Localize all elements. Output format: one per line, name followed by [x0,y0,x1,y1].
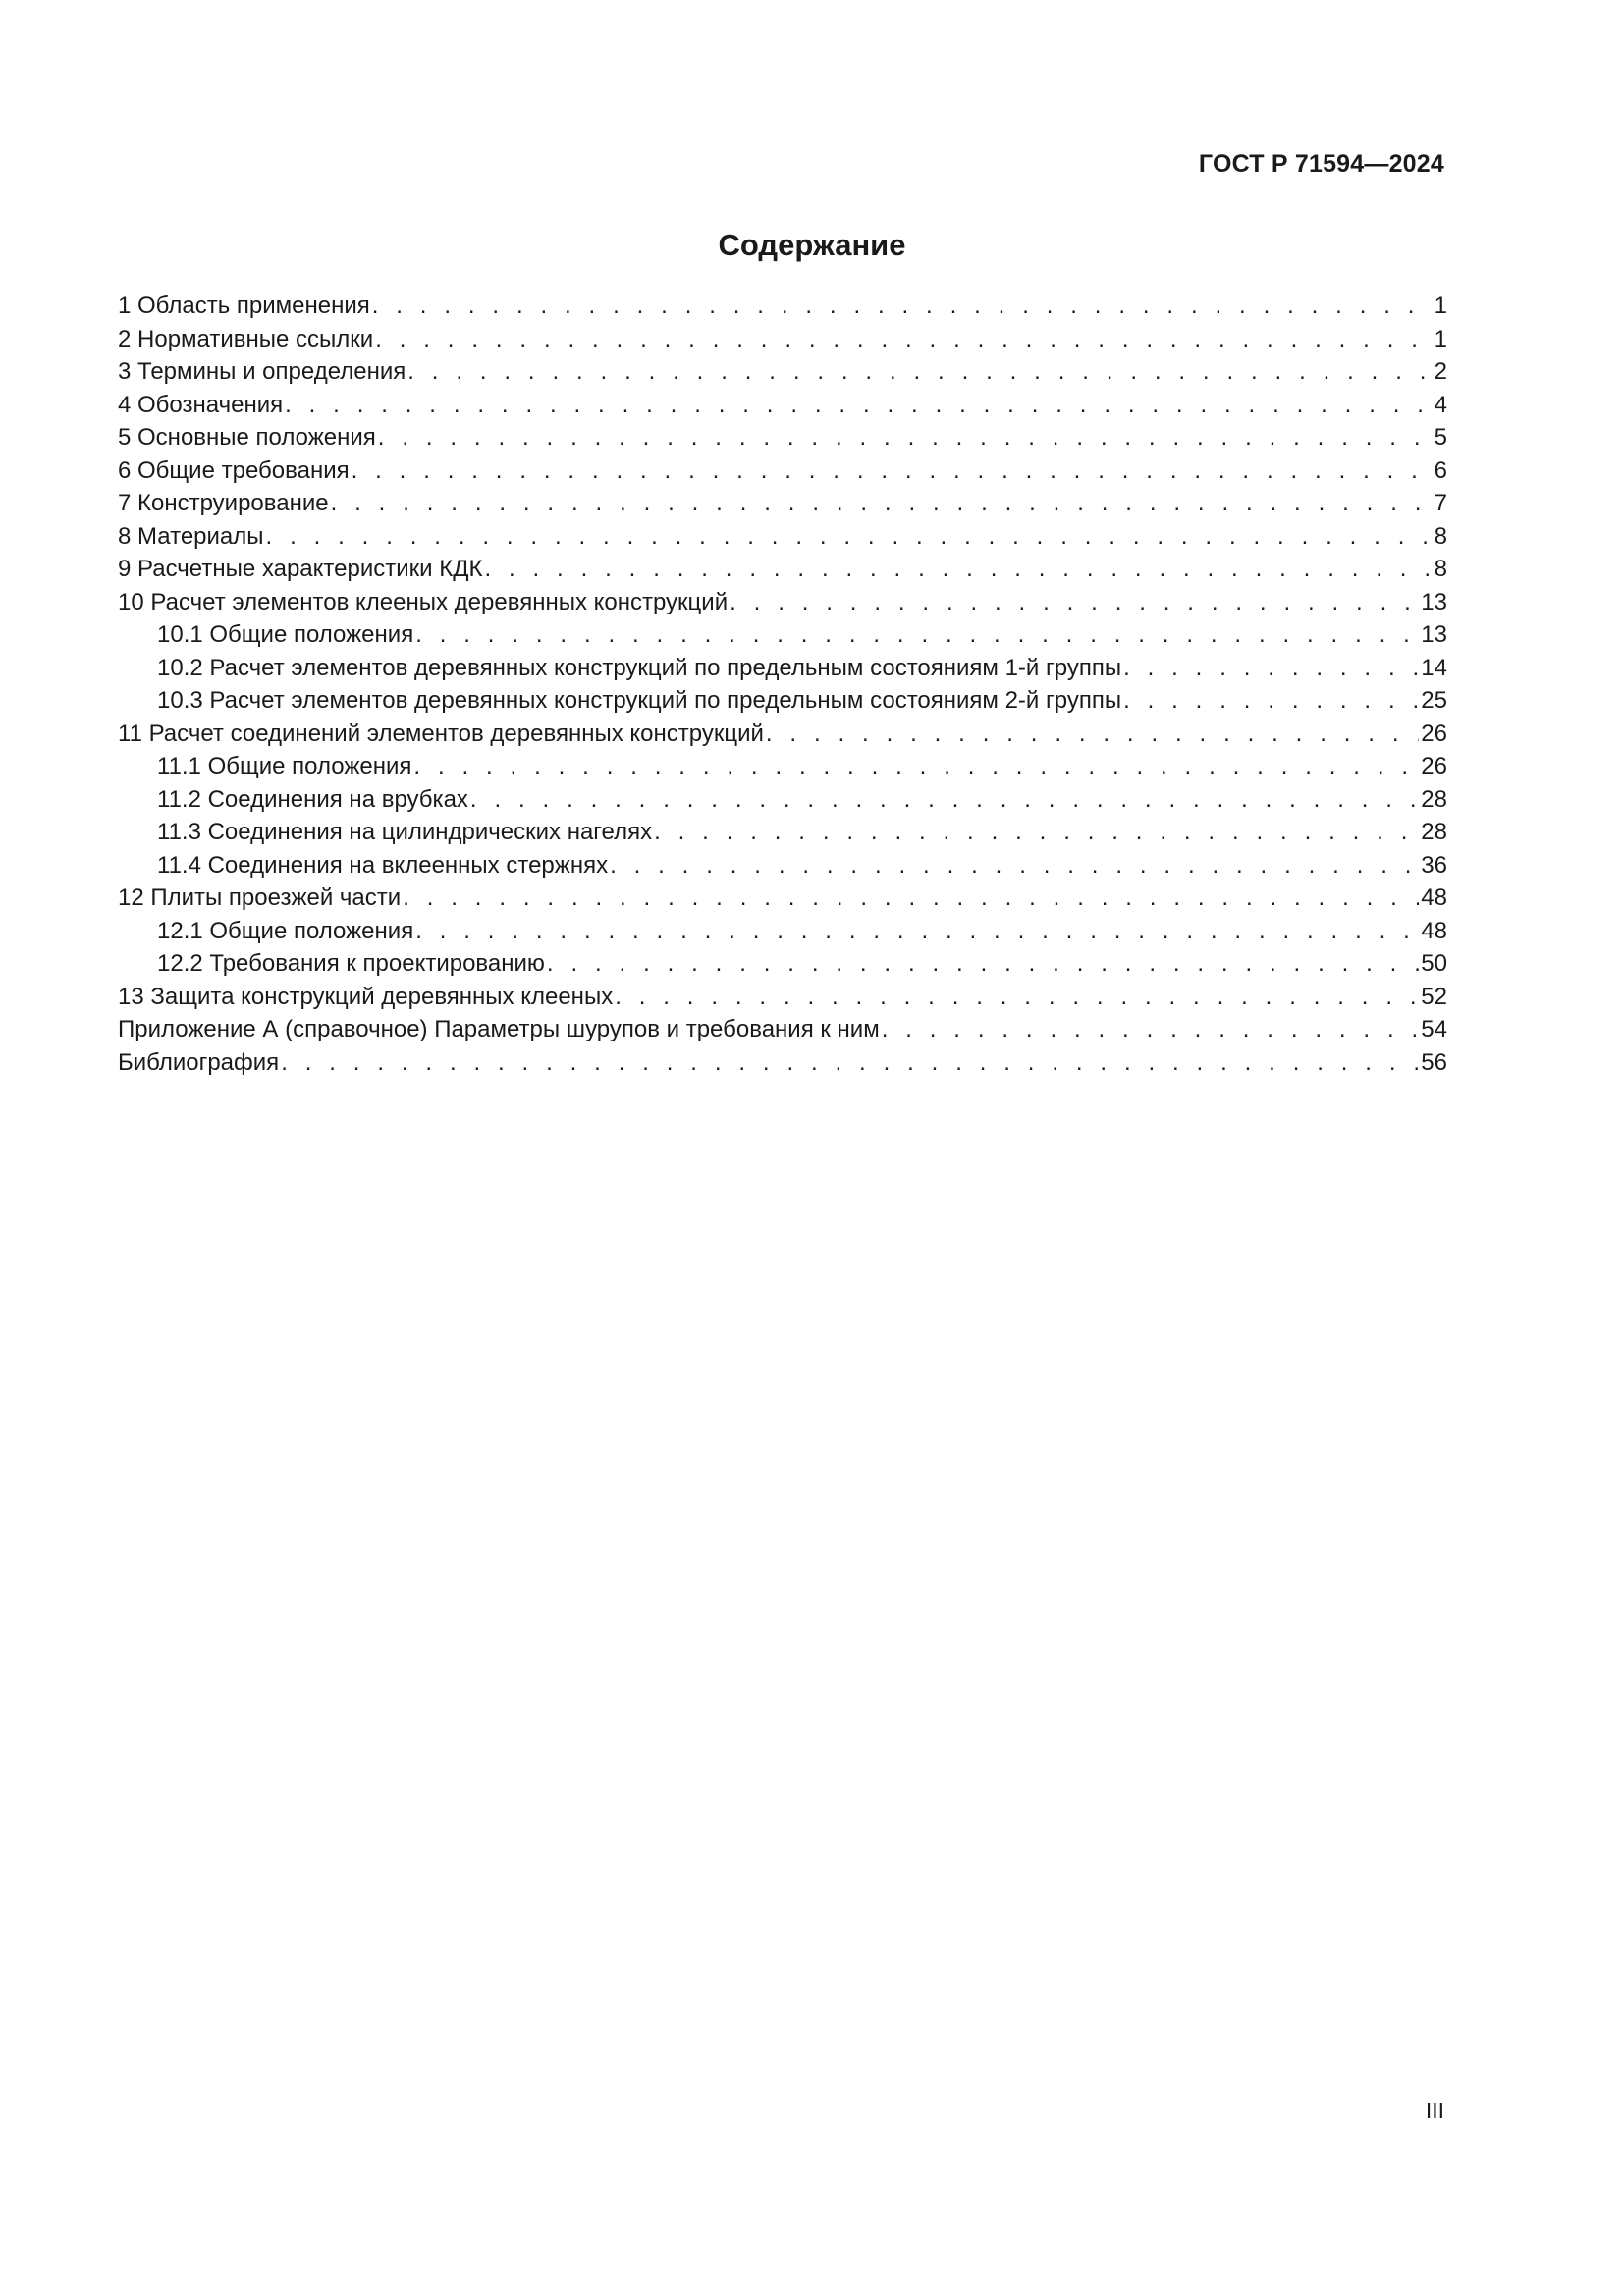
toc-dot-leader [352,454,1433,488]
toc-entry-label: 8 Материалы [118,522,264,550]
toc-entry-page: 8 [1434,522,1447,550]
toc-entry-page: 6 [1434,456,1447,484]
toc-entry-page: 5 [1434,424,1447,451]
toc-entry-page: 26 [1421,720,1447,747]
toc-entry-page: 14 [1421,654,1447,681]
toc-entry-label: 2 Нормативные ссылки [118,325,374,352]
toc-entry[interactable] [118,618,1447,652]
toc-entry[interactable] [118,421,1447,454]
toc-entry-label: 11.4 Соединения на вклеенных стержнях [157,851,609,879]
toc-entry-label: 11 Расчет соединений элементов деревянных конструкций [118,720,764,747]
toc-entry-page: 25 [1421,687,1447,714]
toc-entry[interactable] [118,981,1447,1014]
toc-entry[interactable] [118,915,1447,948]
toc-dot-leader [654,816,1419,849]
toc-entry-page: 36 [1421,851,1447,879]
toc-entry-page: 52 [1421,983,1447,1010]
toc-entry-page: 1 [1434,325,1447,352]
toc-entry-page: 26 [1421,753,1447,779]
toc-entry-page: 48 [1421,917,1447,944]
toc-entry-label: 13 Защита конструкций деревянных клееных [118,983,614,1010]
toc-entry-label: 11.1 Общие положения [157,753,412,779]
toc-entry[interactable] [118,487,1447,520]
toc-dot-leader [375,323,1432,356]
toc-entry-page: 8 [1434,556,1447,582]
toc-dot-leader [730,586,1419,619]
toc-entry-label: 10 Расчет элементов клееных деревянных конструкций [118,588,729,615]
toc-dot-leader [882,1013,1420,1046]
toc-dot-leader [372,290,1433,323]
toc-entry-page: 28 [1421,785,1447,813]
toc-dot-leader [266,520,1433,554]
toc-dot-leader [1123,684,1419,718]
toc-entry-label: 10.3 Расчет элементов деревянных конструкций по предельным состояниям 2-й группы [157,687,1122,714]
toc-entry-label: 4 Обозначения [118,391,284,418]
toc-entry-label: 11.3 Соединения на цилиндрических нагелях [157,819,653,845]
toc-entry-label: Приложение А (справочное) Параметры шурупов и требования к ним [118,1016,880,1042]
toc-entry-page: 48 [1421,884,1447,911]
toc-dot-leader [413,750,1419,783]
toc-entry[interactable] [118,684,1447,718]
toc-entry[interactable] [118,355,1447,389]
toc-dot-leader [415,915,1419,948]
toc-title: Содержание [718,228,906,262]
toc-entry-label: 6 Общие требования [118,456,350,484]
page-number: III [1425,2098,1444,2123]
toc-dot-leader [1123,652,1419,685]
toc-dot-leader [285,389,1433,422]
toc-entry-page: 50 [1421,950,1447,977]
toc-dot-leader [331,487,1433,520]
toc-entry[interactable] [118,553,1447,586]
toc-entry-page: 4 [1434,391,1447,418]
toc-entry[interactable] [118,783,1447,817]
toc-entry[interactable] [118,520,1447,554]
toc-dot-leader [484,553,1432,586]
toc-entry-page: 1 [1434,293,1447,319]
toc-dot-leader [407,355,1432,389]
toc-entry-label: 5 Основные положения [118,424,376,451]
toc-entry-label: 11.2 Соединения на врубках [157,785,468,813]
toc-entry[interactable] [118,389,1447,422]
toc-entry-label: 12.2 Требования к проектированию [157,950,545,977]
toc-dot-leader [470,783,1419,817]
toc-entry-page: 13 [1421,588,1447,615]
toc-entry-label: 3 Термины и определения [118,358,406,385]
toc-entry-page: 54 [1421,1016,1447,1042]
toc-entry[interactable] [118,652,1447,685]
toc-entry[interactable] [118,290,1447,323]
toc-entry-page: 28 [1421,819,1447,845]
document-code: ГОСТ Р 71594—2024 [1198,150,1444,178]
toc-entry[interactable] [118,1046,1447,1080]
toc-dot-leader [281,1046,1419,1080]
toc-entry[interactable] [118,1013,1447,1046]
toc-entry-label: 9 Расчетные характеристики КДК [118,556,483,582]
toc-dot-leader [378,421,1433,454]
toc-entry-label: 10.2 Расчет элементов деревянных конструкций по предельным состояниям 1-й группы [157,654,1122,681]
toc-entry-page: 2 [1434,358,1447,385]
toc-dot-leader [615,981,1419,1014]
toc-entry-label: 12 Плиты проезжей части [118,884,402,911]
toc-entry-page: 56 [1421,1048,1447,1076]
toc-entry[interactable] [118,849,1447,882]
toc-entry[interactable] [118,881,1447,915]
toc-dot-leader [547,947,1419,981]
toc-entry[interactable] [118,718,1447,751]
toc-entry-label: 12.1 Общие положения [157,917,414,944]
toc-entry[interactable] [118,947,1447,981]
toc-entry[interactable] [118,750,1447,783]
toc-entry-label: 7 Конструирование [118,490,329,516]
toc-dot-leader [610,849,1419,882]
toc-entry[interactable] [118,586,1447,619]
toc-dot-leader [415,618,1419,652]
toc-dot-leader [766,718,1419,751]
toc-dot-leader [403,881,1419,915]
table-of-contents [118,290,1447,1079]
toc-entry-label: 10.1 Общие положения [157,621,414,648]
toc-entry[interactable] [118,454,1447,488]
toc-entry-page: 7 [1434,490,1447,516]
toc-entry[interactable] [118,816,1447,849]
toc-entry-label: Библиография [118,1048,280,1076]
toc-entry[interactable] [118,323,1447,356]
toc-entry-page: 13 [1421,621,1447,648]
toc-entry-label: 1 Область применения [118,293,370,319]
